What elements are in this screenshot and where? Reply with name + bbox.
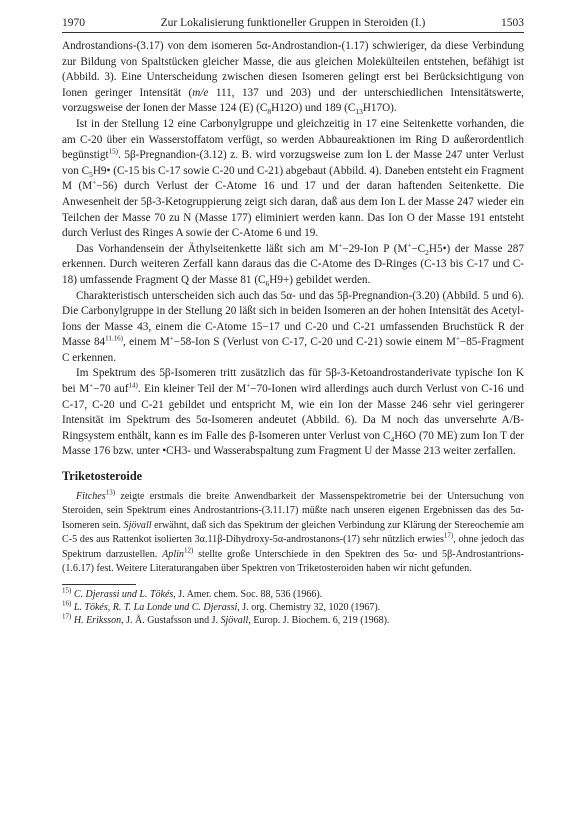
footnote-16 xyxy=(62,601,524,614)
paragraph-1: Androstandions-(3.17) von dem isomeren 5α-Androstandion-(1.17) schwieriger, da diese Verbindung zur Bildung von Spaltstücken gleicher Masse, die aus gleichen Molekülteilen entstehen, befähigt ist (Abbild. 3). Eine Unterscheidung zwischen diesen Isomeren gelingt erst bei Berücksichtigung von Ionen geringer Intensität (m/e 111, 137 und 203) und der unterschiedlichen Intensitätswerte, vorzugsweise der Ionen der Masse 124 (E) $(C_8H12O)$ und 189 $(C_{13}H17O)$. xyxy=(62,40,524,117)
footnote-number: 15) xyxy=(62,587,72,596)
footnote-text: H. Eriksson, J. Å. Gustafsson und J. Sjövall, Europ. J. Biochem. 6, 219 (1968). xyxy=(73,615,390,627)
footnote-15 xyxy=(62,588,524,601)
paragraph-5: Im Spektrum des 5β-Isomeren tritt zusätzlich das für 5β-3-Ketoandrostanderivate typische Ion K bei M+−70 auf$^{14)}$. Ein kleiner Teil der M+−70-Ionen wird allerdings auch durch Verlust von C-16 und C-17, C-20 und C-21 gebildet und entspricht M, wie ein Ion der Masse 246 sehr viel geringerer Intensität im Spektrum des 5α-Isomeren andeutet (Abbild. 6). Da M noch das unversehrte A/B-Ringsystem enthält, kann es im Falle des β-Isomeren unter Verlust von $C_4H6O$ (70 ME) zum Ion T der Masse 176 bzw. unter •CH3- und Wasserabspaltung zum Fragment U der Masse 213 weiter zerfallen. xyxy=(62,367,525,458)
footnote-text: C. Djerassi und L. Tökés, J. Amer. chem. Soc. 88, 536 (1966). xyxy=(73,589,323,601)
header-title: Zur Lokalisierung funktioneller Gruppen in Steroiden (I.) xyxy=(160,17,426,29)
paragraph-3: Das Vorhandensein der Äthylseitenkette läßt sich am M+−29-Ion P $(M^+-C_2H5•)$ der Masse 287 erkennen. Durch weiteren Zerfall kann daraus das die C-Atome des D-Ringes (C-13 bis C-17 und C-18) umfassende Fragment Q der Masse 81 $(C_6H9+)$ gebildet werden. xyxy=(62,240,524,289)
section-heading: Triketosteroide xyxy=(62,469,143,484)
paragraph-4: Charakteristisch unterscheiden sich auch das 5α- und das 5β-Pregnandion-(3.20) (Abbild. 5 und 6). Die Carbonylgruppe in der Stellung 20 läßt sich in beiden Isomeren an der hohen Intensität des Acetyl-Ions der Masse 43, einem die C-Atome 15−17 und C-20 und C-21 umfassenden Bruchstück R der Masse $84^{11.16)}$, einem M+−58-Ion S (Verlust von C-17, C-20 und C-21) sowie einem M+−85-Fragment C erkennen. xyxy=(62,289,524,364)
footnote-number: 16) xyxy=(62,600,72,609)
running-header xyxy=(62,16,524,33)
footnote-17 xyxy=(62,614,524,627)
header-page-number: 1503 xyxy=(501,17,524,29)
header-year: 1970 xyxy=(62,17,85,29)
footnote-number: 17) xyxy=(62,613,72,622)
footnotes xyxy=(62,588,524,627)
paragraph-6: Fitches$^{13)}$ zeigte erstmals die breite Anwendbarkeit der Massenspektrometrie bei der Untersuchung von Steroiden, sein Spektrum eines Androstantrions-(3.11.17) müßte nach unseren eigenen Ergebnissen das des 5α-Isomeren sein. Sjövall erwähnt, daß sich das Spektrum der gleichen Verbindung zur Klärung der Stereochemie am C-5 des aus Rattenkot isolierten 3α.11β-Dihydroxy-5α-androstanons-(17) sehr nützlich erwies$^{17)}$, ohne jedoch das Spektrum darzustellen. Aplin$^{12)}$ stellte große Unterschiede in den Spektren des 5α- und 5β-Androstantrions-(1.6.17) fest. Weitere Literaturangaben über Spektren von Triketosteroiden haben wir nicht gefunden. xyxy=(62,488,525,575)
page xyxy=(62,16,524,627)
footnote-text: L. Tökés, R. T. La Londe und C. Djerassi, J. org. Chemistry 32, 1020 (1967). xyxy=(73,602,381,614)
paragraph-2: Ist in der Stellung 12 eine Carbonylgruppe und gleichzeitig in 17 eine Seitenkette vorhanden, die am C-20 über ein Wasserstoffatom verfügt, so werden Abbaureaktionen im Ring D außerordentlich begünstigt$^{15)}$. 5β-Pregnandion-(3.12) z. B. wird vorzugsweise zum Ion L der Masse 247 unter Verlust von $C_5H9•$ (C-15 bis C-17 sowie C-20 und C-21) abgebaut (Abbild. 4). Daneben entsteht ein Fragment M (M+−56) durch Verlust der C-Atome 16 und 17 und der daran haftenden Seitenkette. Die Anwesenheit der 5β-3-Ketogruppierung zeigt sich daran, daß aus dem Ion L der Masse 247 wieder ein Teilchen der Masse 70 zu N (Masse 177) eliminiert werden kann. Das Ion O der Masse 191 entsteht durch Verlust des Ringes A sowie der C-Atome 6 und 19. xyxy=(62,117,525,240)
footnote-divider xyxy=(62,584,136,585)
